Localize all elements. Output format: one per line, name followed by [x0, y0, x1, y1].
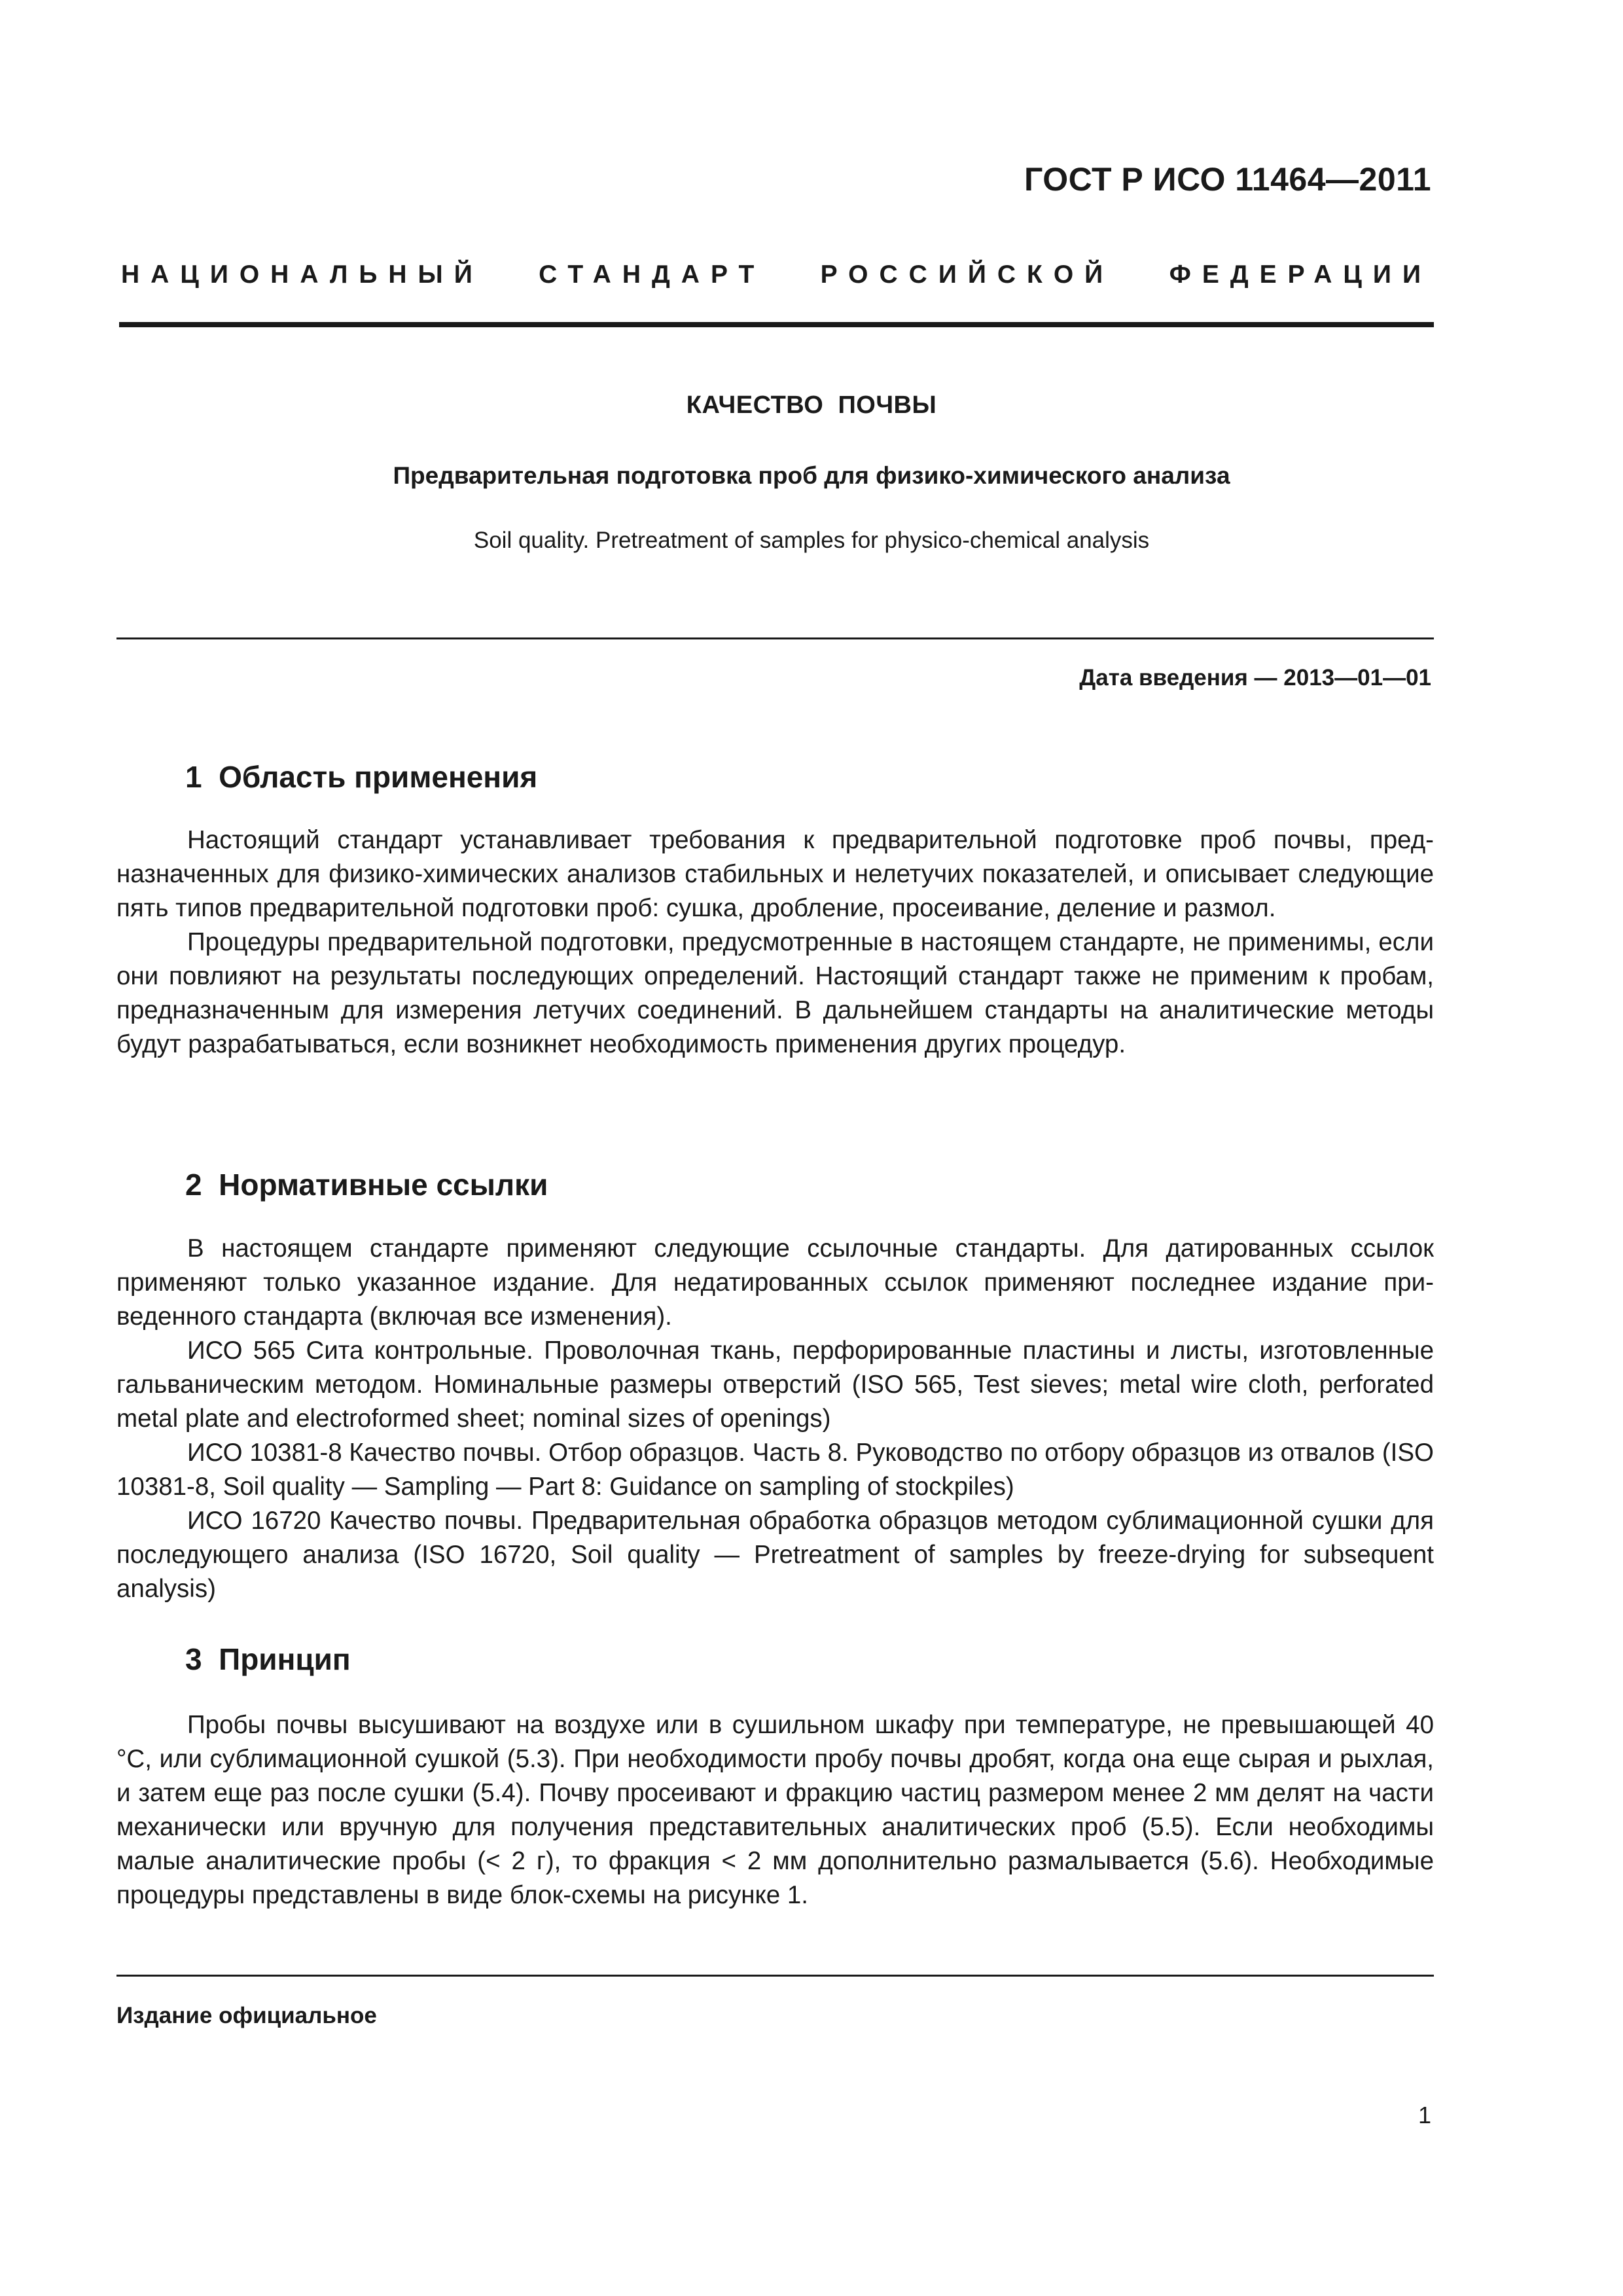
- footer-rule: [116, 1975, 1434, 1977]
- document-subtitle: Предварительная подготовка проб для физико-химического анализа: [393, 462, 1230, 489]
- official-edition-label: Издание официальное: [116, 2003, 377, 2028]
- banner-word: РОССИЙСКОЙ: [820, 260, 1115, 289]
- paragraph: В настоящем стандарте применяют следующие ссылочные стандарты. Для датированных ссылок применяют только указанное издание. Для недатированных ссылок применяют последнее издание приведенного стандарта (включая все изменения).: [116, 1234, 1434, 1331]
- paragraph: Пробы почвы высушивают на воздухе или в сушильном шкафу при температуре, не превышающей 40 °С, или сублимационной сушкой (5.3). При необходимости пробу почвы дробят, когда она еще сырая и рыхлая, и затем еще раз после сушки (5.4). Почву просеивают и фракцию частиц размером менее 2 мм делят на части механически или вручную для получения представительных аналитических проб (5.5). Если необходимы малые аналитические пробы (< 2 г), то фракция < 2 мм дополнительно размалывается (5.6). Необходимые процедуры представлены в виде блок-схемы на рисунке 1.: [116, 1711, 1434, 1909]
- reference-entry: ИСО 565 Сита контрольные. Проволочная ткань, перфорированные пластины и листы, изготовленные гальваническим методом. Номинальные размеры отверстий (ISO 565, Test sieves; metal wire cloth, perforated metal plate and electroformed sheet; nominal sizes of openings): [116, 1336, 1434, 1433]
- section-1-body: [116, 823, 1434, 1062]
- national-standard-banner: [121, 260, 1432, 289]
- standard-number: ГОСТ Р ИСО 11464—2011: [1024, 161, 1431, 198]
- paragraph: Настоящий стандарт устанавливает требования к предварительной подготовке проб почвы, предназначенных для физико-химических анализов стабильных и нелетучих показателей, и описывает следующие пять типов предварительной подготовки проб: сушка, дробление, просеивание, деление и размол.: [116, 826, 1434, 922]
- header-rule: [119, 322, 1434, 327]
- section-2-heading: 2 Нормативные ссылки: [185, 1168, 548, 1202]
- section-3-heading: 3 Принцип: [185, 1642, 351, 1676]
- banner-word: НАЦИОНАЛЬНЫЙ: [121, 260, 484, 289]
- reference-entry: ИСО 16720 Качество почвы. Предварительная обработка образцов методом сублимационной сушки для последующего анализа (ISO 16720, Soil quality — Pretreatment of samples by freeze-drying for subsequent analysis): [116, 1507, 1434, 1603]
- introduction-date: Дата введения — 2013—01—01: [1079, 665, 1431, 691]
- title-rule: [116, 637, 1434, 639]
- section-2-body: [116, 1232, 1434, 1606]
- document-title: КАЧЕСТВО ПОЧВЫ: [686, 391, 937, 419]
- paragraph: Процедуры предварительной подготовки, предусмотренные в настоящем стандарте, не применимы, если они повлияют на результаты последующих определений. Настоящий стандарт также не применим к пробам, предназначенным для измерения летучих соединений. В дальнейшем стандарты на аналитические методы будут разрабатываться, если возникнет необходимость применения других процедур.: [116, 928, 1434, 1058]
- reference-entry: ИСО 10381-8 Качество почвы. Отбор образцов. Часть 8. Руководство по отбору образцов из отвалов (ISO 10381-8, Soil quality — Sampling — Part 8: Guidance on sampling of stockpiles): [116, 1439, 1434, 1501]
- section-1-heading: 1 Область применения: [185, 760, 538, 794]
- banner-word: СТАНДАРТ: [539, 260, 766, 289]
- banner-word: ФЕДЕРАЦИИ: [1169, 260, 1432, 289]
- section-3-body: [116, 1708, 1434, 1912]
- english-title: Soil quality. Pretreatment of samples for physico-chemical analysis: [473, 528, 1150, 553]
- page-number: 1: [1418, 2102, 1431, 2128]
